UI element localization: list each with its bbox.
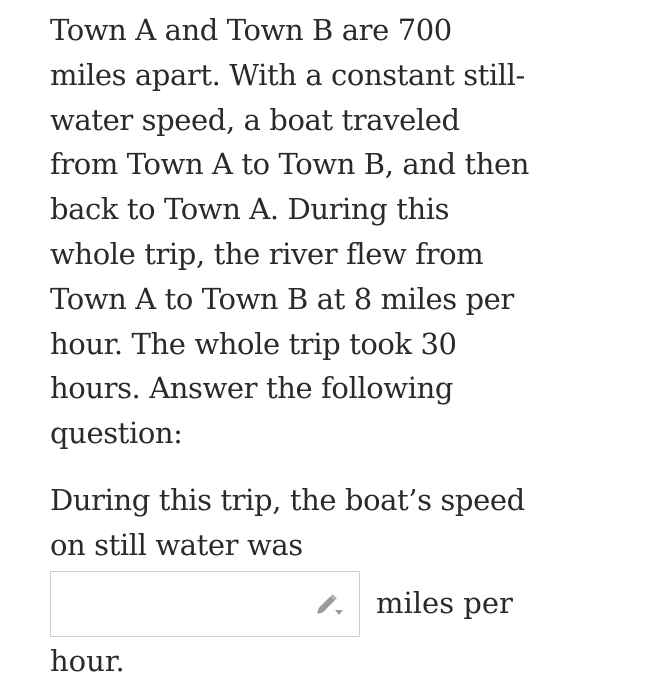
question-text: Town A and Town B are 700 miles apart. With a constant still-water speed, a boat traveled from Town A to Town B, and then back to Town A. During this whole trip, the river flew from Town A to Town B at 8 miles per hour. The whole trip took 30 hours. Answer the following question:	[50, 13, 530, 451]
pencil-icon	[315, 592, 345, 618]
answer-input[interactable]	[51, 572, 359, 636]
question-prompt: During this trip, the boat’s speed on still water was	[50, 482, 525, 562]
unit-label-continued: hour.	[50, 643, 125, 678]
answer-row	[50, 571, 668, 637]
unit-label: miles per	[376, 585, 513, 620]
answer-field-container[interactable]	[50, 571, 360, 637]
